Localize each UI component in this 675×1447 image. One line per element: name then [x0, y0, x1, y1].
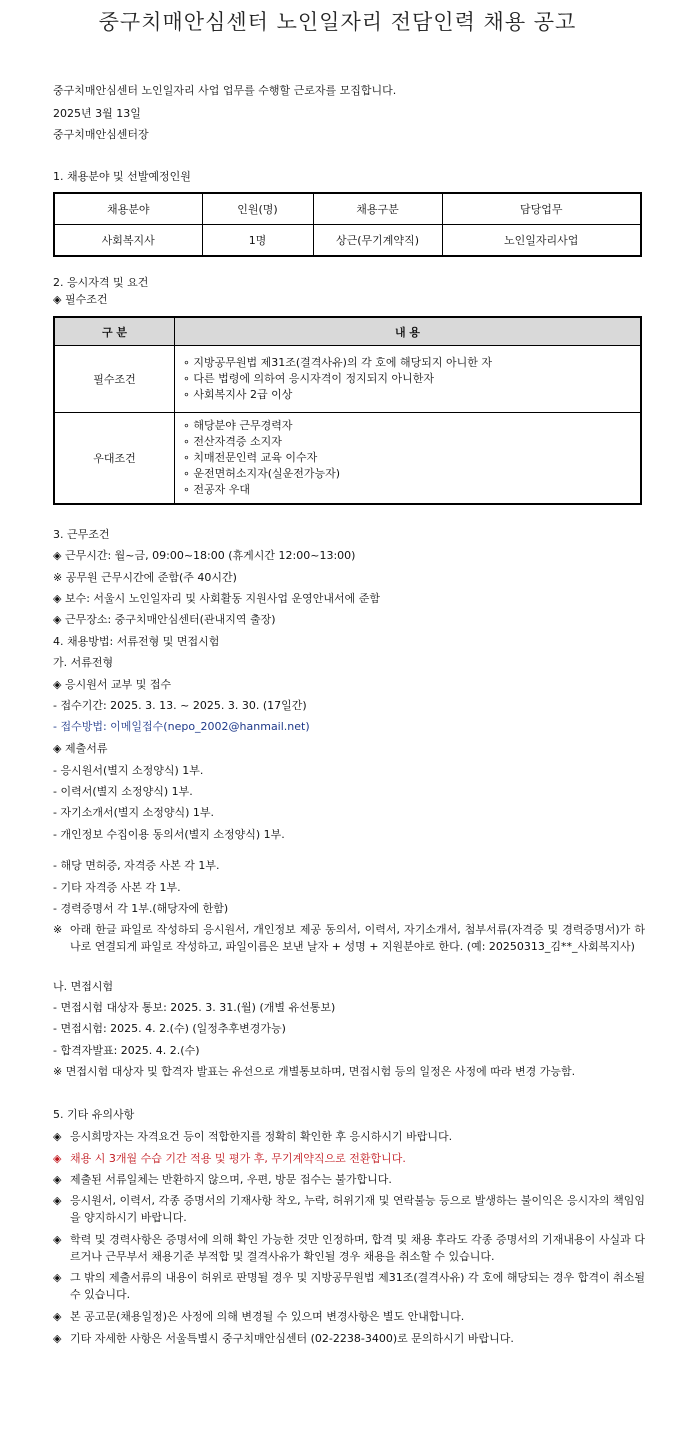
notice-item: [53, 1330, 645, 1347]
doc-item: - 기타 자격증 사본 각 1부.: [53, 881, 181, 894]
table-header-cell: 구 분: [54, 317, 175, 346]
file-note: [53, 921, 645, 955]
notice-item: [53, 1308, 645, 1325]
notice-item-text: 응시희망자는 자격요건 등이 적합한지를 정확히 확인한 후 응시하시기 바랍니다.: [70, 1130, 453, 1143]
list-item: ∘ 지방공무원법 제31조(결격사유)의 각 호에 해당되지 아니한 자: [183, 356, 492, 369]
table-header-cell: 인원(명): [202, 193, 313, 225]
list-item: ∘ 전공자 우대: [183, 483, 251, 496]
notice-item: [53, 1150, 645, 1167]
diamond-icon: ◈: [53, 1233, 62, 1246]
diamond-icon: ◈: [53, 1152, 62, 1165]
table-cell: 1명: [202, 225, 313, 257]
section4-heading: 4. 채용방법: 서류전형 및 면접시험: [53, 635, 220, 648]
notice-item-text: 채용 시 3개월 수습 기간 적용 및 평가 후, 무기계약직으로 전환합니다.: [70, 1152, 406, 1165]
diamond-icon: ◈: [53, 1332, 62, 1345]
table-header-row: [54, 193, 641, 225]
intro-text: 중구치매안심센터 노인일자리 사업 업무를 수행할 근로자를 모집합니다.: [53, 84, 397, 97]
interview-item: - 면접시험: 2025. 4. 2.(수) (일정추후변경가능): [53, 1022, 286, 1035]
table-header-row: [54, 317, 641, 346]
required-items: [175, 346, 642, 413]
page-title: 중구치매안심센터 노인일자리 전담인력 채용 공고: [98, 10, 577, 34]
table-cell: 노인일자리사업: [442, 225, 641, 257]
form-sub: ◈ 응시원서 교부 및 접수: [53, 678, 172, 691]
work-place: ◈ 근무장소: 중구치매안심센터(관내지역 출장): [53, 613, 276, 626]
notice-item: [53, 1192, 645, 1226]
apply-period: - 접수기간: 2025. 3. 13. ~ 2025. 3. 30. (17일간): [53, 699, 307, 712]
table-header-cell: 채용분야: [54, 193, 202, 225]
doc-item: - 응시원서(별지 소정양식) 1부.: [53, 764, 204, 777]
apply-method: - 접수방법: 이메일접수(nepo_2002@hanmail.net): [53, 720, 310, 733]
notice-item: [53, 1231, 645, 1265]
list-item: ∘ 치매전문인력 교육 이수자: [183, 451, 318, 464]
diamond-icon: ◈: [53, 1194, 62, 1207]
doc-item: - 개인정보 수집이용 동의서(별지 소정양식) 1부.: [53, 828, 285, 841]
table-header-cell: 담당업무: [442, 193, 641, 225]
interview-heading: 나. 면접시험: [53, 980, 114, 993]
preferred-items: [175, 413, 642, 505]
table-cell: 사회복지사: [54, 225, 202, 257]
section3-heading: 3. 근무조건: [53, 528, 110, 541]
table-row: [54, 346, 641, 413]
notice-item: [53, 1128, 645, 1145]
notice-item-text: 제출된 서류일체는 반환하지 않으며, 우편, 방문 접수는 불가합니다.: [70, 1173, 392, 1186]
notice-item: [53, 1269, 645, 1303]
preferred-label: 우대조건: [54, 413, 175, 505]
notice-item: [53, 1171, 645, 1188]
notice-item-text: 본 공고문(채용일정)은 사정에 의해 변경될 수 있으며 변경사항은 별도 안내합니다.: [70, 1310, 465, 1323]
table-cell: 상근(무기계약직): [313, 225, 442, 257]
doc-item: - 해당 면허증, 자격증 사본 각 1부.: [53, 859, 220, 872]
list-item: ∘ 사회복지사 2급 이상: [183, 388, 293, 401]
list-item: ∘ 다른 법령에 의하여 응시자격이 정지되지 아니한자: [183, 372, 435, 385]
work-hours: ◈ 근무시간: 월~금, 09:00~18:00 (휴게시간 12:00~13:00): [53, 549, 356, 562]
section2-sub: ◈ 필수조건: [53, 293, 108, 306]
required-label: 필수조건: [54, 346, 175, 413]
doc-item: - 이력서(별지 소정양식) 1부.: [53, 785, 193, 798]
table-header-cell: 채용구분: [313, 193, 442, 225]
notice-item-text: 응시원서, 이력서, 각종 증명서의 기재사항 착오, 누락, 허위기재 및 연락불능 등으로 발생하는 불이익은 응시자의 책임임을 양지하시기 바랍니다.: [70, 1194, 645, 1224]
diamond-icon: ◈: [53, 1173, 62, 1186]
recruit-table: [53, 192, 642, 257]
work-hours-note: ※ 공무원 근무시간에 준함(주 40시간): [53, 571, 237, 584]
notice-org: 중구치매안심센터장: [53, 128, 149, 141]
docs-heading: 가. 서류전형: [53, 656, 114, 669]
notice-date: 2025년 3월 13일: [53, 107, 141, 120]
section5-heading: 5. 기타 유의사항: [53, 1108, 135, 1121]
notice-item-text: 학력 및 경력사항은 증명서에 의해 확인 가능한 것만 인정하며, 합격 및 채용 후라도 각종 증명서의 기재내용이 사실과 다르거나 근무부서 채용기준 부적합 및 결격사유가 확인될 경우 채용을 취소할 수 있습니다.: [70, 1233, 645, 1263]
note-mark: ※: [53, 923, 63, 936]
notice-item-text: 그 밖의 제출서류의 내용이 허위로 판명될 경우 및 지방공무원법 제31조(결격사유) 각 호에 해당되는 경우 합격이 취소될 수 있습니다.: [70, 1271, 645, 1301]
interview-note: ※ 면접시험 대상자 및 합격자 발표는 유선으로 개별통보하며, 면접시험 등의 일정은 사정에 따라 변경 가능함.: [53, 1065, 576, 1078]
list-item: ∘ 전산자격증 소지자: [183, 435, 282, 448]
section2-heading: 2. 응시자격 및 요건: [53, 276, 149, 289]
qualification-table: [53, 316, 642, 505]
doc-item: - 경력증명서 각 1부.(해당자에 한함): [53, 902, 229, 915]
section1-heading: 1. 채용분야 및 선발예정인원: [53, 170, 191, 183]
list-item: ∘ 운전면허소지자(실운전가능자): [183, 467, 341, 480]
interview-item: - 합격자발표: 2025. 4. 2.(수): [53, 1044, 200, 1057]
submit-sub: ◈ 제출서류: [53, 742, 108, 755]
diamond-icon: ◈: [53, 1130, 62, 1143]
notice-item-text: 기타 자세한 사항은 서울특별시 중구치매안심센터 (02-2238-3400)로 문의하시기 바랍니다.: [70, 1332, 514, 1345]
interview-item: - 면접시험 대상자 통보: 2025. 3. 31.(월) (개별 유선통보): [53, 1001, 336, 1014]
pay-info: ◈ 보수: 서울시 노인일자리 및 사회활동 지원사업 운영안내서에 준함: [53, 592, 381, 605]
table-row: [54, 413, 641, 505]
list-item: ∘ 해당분야 근무경력자: [183, 419, 293, 432]
doc-item: - 자기소개서(별지 소정양식) 1부.: [53, 806, 215, 819]
table-row: [54, 225, 641, 257]
table-header-cell: 내 용: [175, 317, 642, 346]
file-note-text: 아래 한글 파일로 작성하되 응시원서, 개인정보 제공 동의서, 이력서, 자기소개서, 첨부서류(자격증 및 경력증명서)가 하나로 연결되게 파일로 작성하고, 파일이름은 보낸 날자 + 성명 + 지원분야로 한다. (예: 20250313_김**_사회복지사): [70, 923, 645, 953]
diamond-icon: ◈: [53, 1310, 62, 1323]
diamond-icon: ◈: [53, 1271, 62, 1284]
